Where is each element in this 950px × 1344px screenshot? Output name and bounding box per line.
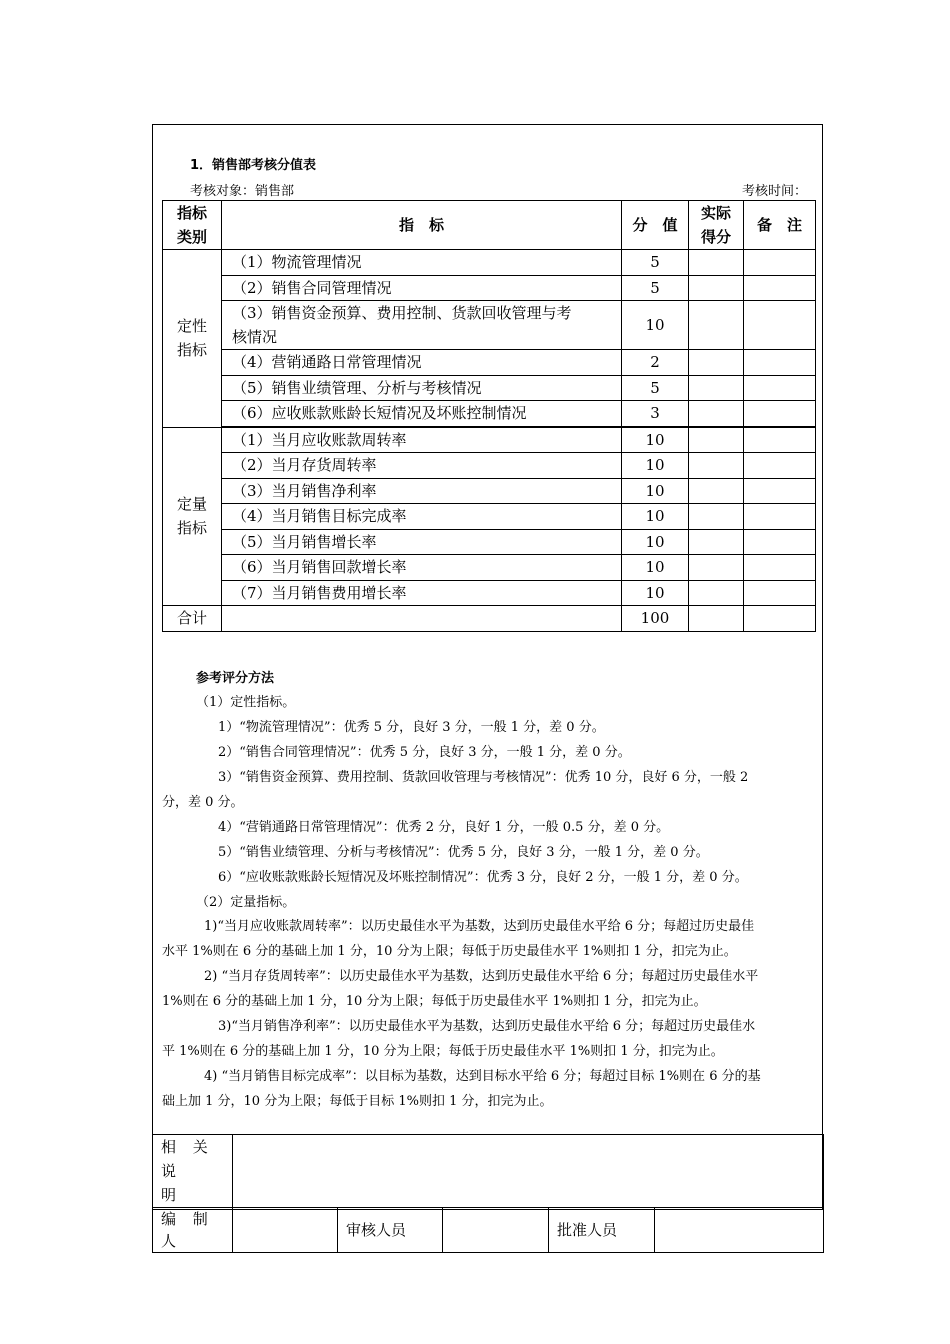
total-row: [163, 606, 816, 632]
table-row: [163, 504, 816, 530]
remark-cell[interactable]: [744, 301, 816, 350]
indicator-score: 10: [622, 301, 689, 350]
indicator-name: （4）当月销售目标完成率: [222, 504, 622, 530]
remark-cell[interactable]: [744, 529, 816, 555]
indicator-score: 5: [622, 250, 689, 276]
qual-heading: （1）定性指标。: [196, 695, 296, 710]
indicator-name: （6）应收账款账龄长短情况及坏账控制情况: [222, 401, 622, 427]
indicator-name: （5）当月销售增长率: [222, 529, 622, 555]
indicator-name: （7）当月销售费用增长率: [222, 580, 622, 606]
header-score: 分 值: [622, 201, 689, 250]
table-row: [163, 250, 816, 276]
description-field[interactable]: [233, 1135, 824, 1208]
quant-item-cont: 平 1%则在 6 分的基础上加 1 分，10 分为上限；每低于历史最佳水平 1%则扣 1 分，扣完为止。: [162, 1044, 724, 1059]
remark-cell[interactable]: [744, 350, 816, 376]
remark-cell[interactable]: [744, 427, 816, 453]
qual-item-cont: 分，差 0 分。: [162, 795, 244, 810]
actual-score-cell[interactable]: [689, 529, 744, 555]
reviewer-field[interactable]: [443, 1208, 549, 1253]
table-row: [163, 529, 816, 555]
indicator-score: 10: [622, 580, 689, 606]
description-label: 相 关 说 明: [153, 1135, 233, 1208]
table-row: [163, 301, 816, 350]
table-row: [163, 401, 816, 427]
indicator-name: （3）销售资金预算、费用控制、货款回收管理与考 核情况: [222, 301, 622, 350]
actual-score-cell[interactable]: [689, 350, 744, 376]
header-remark: 备 注: [744, 201, 816, 250]
indicator-name: （5）销售业绩管理、分析与考核情况: [222, 375, 622, 401]
quant-item: 1)“当月应收账款周转率”：以历史最佳水平为基数，达到历史最佳水平给 6 分；每超过历史最佳: [204, 919, 755, 934]
total-empty-cell: [222, 606, 622, 632]
indicator-name: （2）销售合同管理情况: [222, 275, 622, 301]
indicator-score: 3: [622, 401, 689, 427]
remark-cell[interactable]: [744, 504, 816, 530]
header-category: 指标 类别: [163, 201, 222, 250]
actual-score-cell[interactable]: [689, 427, 744, 453]
actual-score-cell[interactable]: [689, 453, 744, 479]
indicator-name: （3）当月销售净利率: [222, 478, 622, 504]
quant-item-cont: 础上加 1 分，10 分为上限；每低于目标 1%则扣 1 分，扣完为止。: [162, 1094, 553, 1109]
qual-item: 6）“应收账款账龄长短情况及坏账控制情况”：优秀 3 分，良好 2 分，一般 1 分，差 0 分。: [218, 870, 748, 885]
indicator-score: 10: [622, 529, 689, 555]
total-score: 100: [622, 606, 689, 632]
editor-field[interactable]: [233, 1208, 338, 1253]
qual-item: 5）“销售业绩管理、分析与考核情况”：优秀 5 分，良好 3 分，一般 1 分，差 0 分。: [218, 845, 709, 860]
indicator-score: 10: [622, 478, 689, 504]
header-row: [163, 201, 816, 250]
quant-heading: （2）定量指标。: [196, 895, 296, 910]
table-row: [163, 275, 816, 301]
assessment-target: 考核对象：销售部: [190, 184, 295, 199]
actual-score-cell[interactable]: [689, 275, 744, 301]
indicator-score: 10: [622, 504, 689, 530]
actual-score-cell[interactable]: [689, 504, 744, 530]
editor-label: 编 制 人: [153, 1208, 233, 1253]
actual-score-cell[interactable]: [689, 401, 744, 427]
remark-cell[interactable]: [744, 375, 816, 401]
table-title: 1．销售部考核分值表: [190, 158, 317, 173]
table-row: [163, 350, 816, 376]
table-row: [163, 375, 816, 401]
remark-cell[interactable]: [744, 401, 816, 427]
quant-item-cont: 水平 1%则在 6 分的基础上加 1 分，10 分为上限；每低于历史最佳水平 1%则扣 1 分，扣完为止。: [162, 944, 737, 959]
remark-cell[interactable]: [744, 555, 816, 581]
indicator-name: （1）物流管理情况: [222, 250, 622, 276]
table-row: [163, 478, 816, 504]
qual-item: 4）“营销通路日常管理情况”：优秀 2 分，良好 1 分，一般 0.5 分，差 0 分。: [218, 820, 670, 835]
method-title: 参考评分方法: [196, 671, 275, 686]
indicator-name: （1）当月应收账款周转率: [222, 427, 622, 453]
indicator-name: （6）当月销售回款增长率: [222, 555, 622, 581]
header-actual-score: 实际 得分: [689, 201, 744, 250]
quant-item-cont: 1%则在 6 分的基础上加 1 分，10 分为上限；每低于历史最佳水平 1%则扣 1 分，扣完为止。: [162, 994, 707, 1009]
actual-score-cell[interactable]: [689, 250, 744, 276]
description-row: [153, 1135, 824, 1208]
indicator-score: 5: [622, 375, 689, 401]
indicator-score: 10: [622, 427, 689, 453]
actual-score-cell[interactable]: [689, 375, 744, 401]
actual-score-cell[interactable]: [689, 606, 744, 632]
indicator-name: （2）当月存货周转率: [222, 453, 622, 479]
table-row: [163, 453, 816, 479]
remark-cell[interactable]: [744, 275, 816, 301]
remark-cell[interactable]: [744, 478, 816, 504]
reviewer-label: 审核人员: [338, 1208, 443, 1253]
quant-item: 4) “当月销售目标完成率”：以目标为基数，达到目标水平给 6 分；每超过目标 1%则在 6 分的基: [204, 1069, 761, 1084]
score-table: [162, 200, 816, 632]
indicator-score: 10: [622, 555, 689, 581]
remark-cell[interactable]: [744, 250, 816, 276]
qual-item: 2）“销售合同管理情况”：优秀 5 分，良好 3 分，一般 1 分，差 0 分。: [218, 745, 631, 760]
quant-item: 3)“当月销售净利率”：以历史最佳水平为基数，达到历史最佳水平给 6 分；每超过历史最佳水: [218, 1019, 756, 1034]
indicator-score: 2: [622, 350, 689, 376]
table-row: [163, 580, 816, 606]
signature-row: [153, 1208, 824, 1253]
remark-cell[interactable]: [744, 453, 816, 479]
assessment-time: 考核时间：: [742, 184, 808, 199]
table-row: [163, 427, 816, 453]
total-label: 合计: [163, 606, 222, 632]
remark-cell[interactable]: [744, 580, 816, 606]
signoff-table: [152, 1134, 824, 1253]
approver-field[interactable]: [655, 1208, 824, 1253]
actual-score-cell[interactable]: [689, 555, 744, 581]
header-indicator: 指 标: [222, 201, 622, 250]
indicator-score: 5: [622, 275, 689, 301]
qual-item: 3）“销售资金预算、费用控制、货款回收管理与考核情况”：优秀 10 分，良好 6 分，一般 2: [218, 770, 749, 785]
approver-label: 批准人员: [549, 1208, 655, 1253]
table-row: [163, 555, 816, 581]
qualitative-category: 定性 指标: [163, 250, 222, 428]
quant-item: 2) “当月存货周转率”：以历史最佳水平为基数，达到历史最佳水平给 6 分；每超过历史最佳水平: [204, 969, 759, 984]
actual-score-cell[interactable]: [689, 301, 744, 350]
actual-score-cell[interactable]: [689, 580, 744, 606]
quantitative-category: 定量 指标: [163, 427, 222, 606]
qual-item: 1）“物流管理情况”：优秀 5 分，良好 3 分，一般 1 分，差 0 分。: [218, 720, 605, 735]
indicator-name: （4）营销通路日常管理情况: [222, 350, 622, 376]
actual-score-cell[interactable]: [689, 478, 744, 504]
remark-cell[interactable]: [744, 606, 816, 632]
indicator-score: 10: [622, 453, 689, 479]
